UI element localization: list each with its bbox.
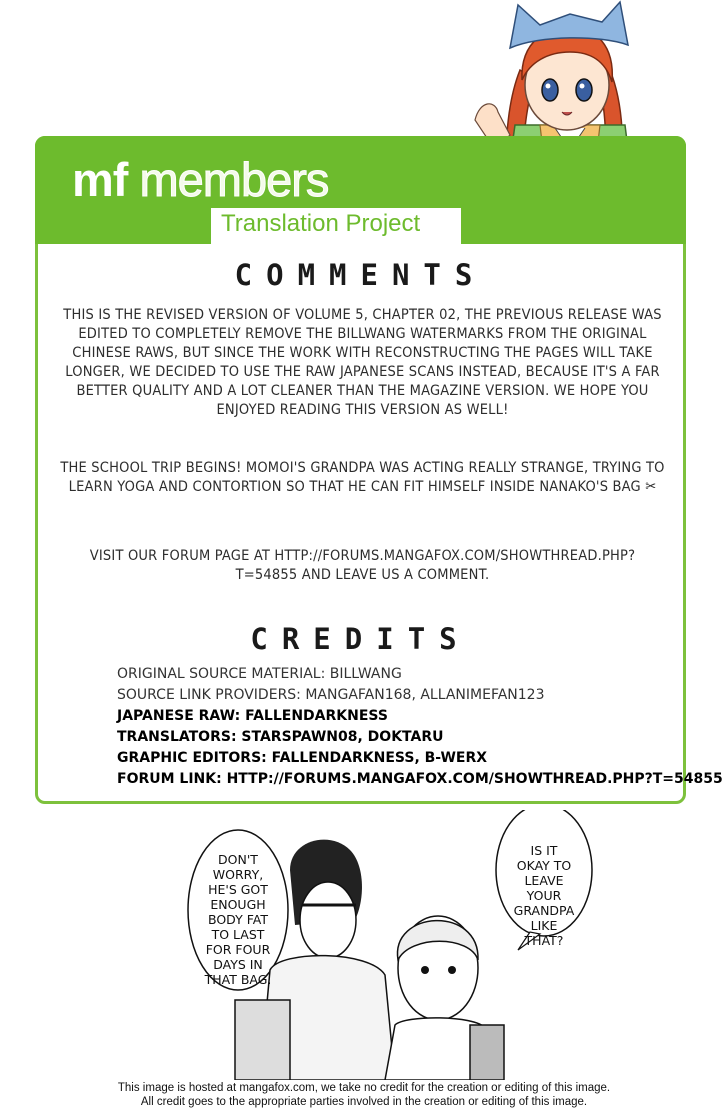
bubble-line: IS IT (530, 843, 558, 858)
scissors-icon: ✂ (645, 479, 657, 495)
banner-subtitle: Translation Project (221, 210, 421, 237)
brand-mf: mf (72, 153, 128, 206)
bubble-line: ENOUGH (210, 897, 266, 912)
credit-line: ORIGINAL SOURCE MATERIAL: BILLWANG (117, 666, 402, 682)
speech-bubble-right (510, 843, 578, 948)
credit-line: TRANSLATORS: STARSPAWN08, DOKTARU (117, 729, 444, 745)
brand-logo (72, 150, 328, 210)
credits-heading: CREDITS (250, 622, 471, 656)
bubble-line: THAT BAG. (204, 972, 272, 987)
credit-line: SOURCE LINK PROVIDERS: MANGAFAN168, ALLANIMEFAN123 (117, 687, 545, 703)
comments-heading: COMMENTS (234, 258, 487, 292)
comments-paragraph-2 (60, 459, 665, 497)
bubble-line: DAYS IN (213, 957, 263, 972)
comments-paragraph-1: THIS IS THE REVISED VERSION OF VOLUME 5, CHAPTER 02, THE PREVIOUS RELEASE WAS EDITED TO COMPLETELY REMOVE THE BILLWANG WATERMARKS FROM THE ORIGINAL CHINESE RAWS, BUT SINCE THE WORK WITH RECONSTRUCTING THE PAGES WILL TAKE LONGER, WE DECIDED TO USE THE RAW JAPANESE SCANS INSTEAD, BECAUSE IT'S A FAR BETTER QUALITY AND A LOT CLEANER THAN THE MAGAZINE VERSION. WE HOPE YOU ENJOYED READING THIS VERSION AS WELL! (63, 307, 662, 418)
bubble-line: LIKE (530, 918, 558, 933)
footer-line-1: This image is hosted at mangafox.com, we take no credit for the creation or editing of this image. (117, 1082, 611, 1094)
footer-line-2: All credit goes to the appropriate parties involved in the creation or editing of this image. (140, 1096, 588, 1108)
bubble-line: HE'S GOT (208, 882, 268, 897)
speech-bubble-left (198, 852, 278, 987)
credit-line: JAPANESE RAW: FALLENDARKNESS (117, 708, 388, 724)
credit-line: FORUM LINK: HTTP://FORUMS.MANGAFOX.COM/SHOWTHREAD.PHP?T=54855 (117, 771, 723, 787)
bubble-line: BODY FAT (207, 912, 268, 927)
credits-list (117, 664, 723, 790)
comments-paragraph-2-text: THE SCHOOL TRIP BEGINS! MOMOI'S GRANDPA WAS ACTING REALLY STRANGE, TRYING TO LEARN YOGA AND CONTORTION SO THAT HE CAN FIT HIMSELF INSIDE NANAKO'S BAG (60, 460, 665, 495)
comments-paragraph-3: VISIT OUR FORUM PAGE AT HTTP://FORUMS.MANGAFOX.COM/SHOWTHREAD.PHP?T=54855 AND LEAVE US A COMMENT. (89, 548, 636, 583)
bubble-line: WORRY, (212, 867, 264, 882)
bubble-line: GRANDPA (513, 903, 575, 918)
bubble-line: YOUR (526, 888, 562, 903)
bubble-line: OKAY TO (516, 858, 572, 873)
bubble-line: THAT? (524, 933, 564, 948)
bubble-line: TO LAST (211, 927, 265, 942)
bubble-line: DON'T (218, 852, 258, 867)
bubble-line: LEAVE (524, 873, 564, 888)
credit-line: GRAPHIC EDITORS: FALLENDARKNESS, B-WERX (117, 750, 488, 766)
bubble-line: FOR FOUR (205, 942, 271, 957)
brand-members: members (127, 153, 329, 206)
